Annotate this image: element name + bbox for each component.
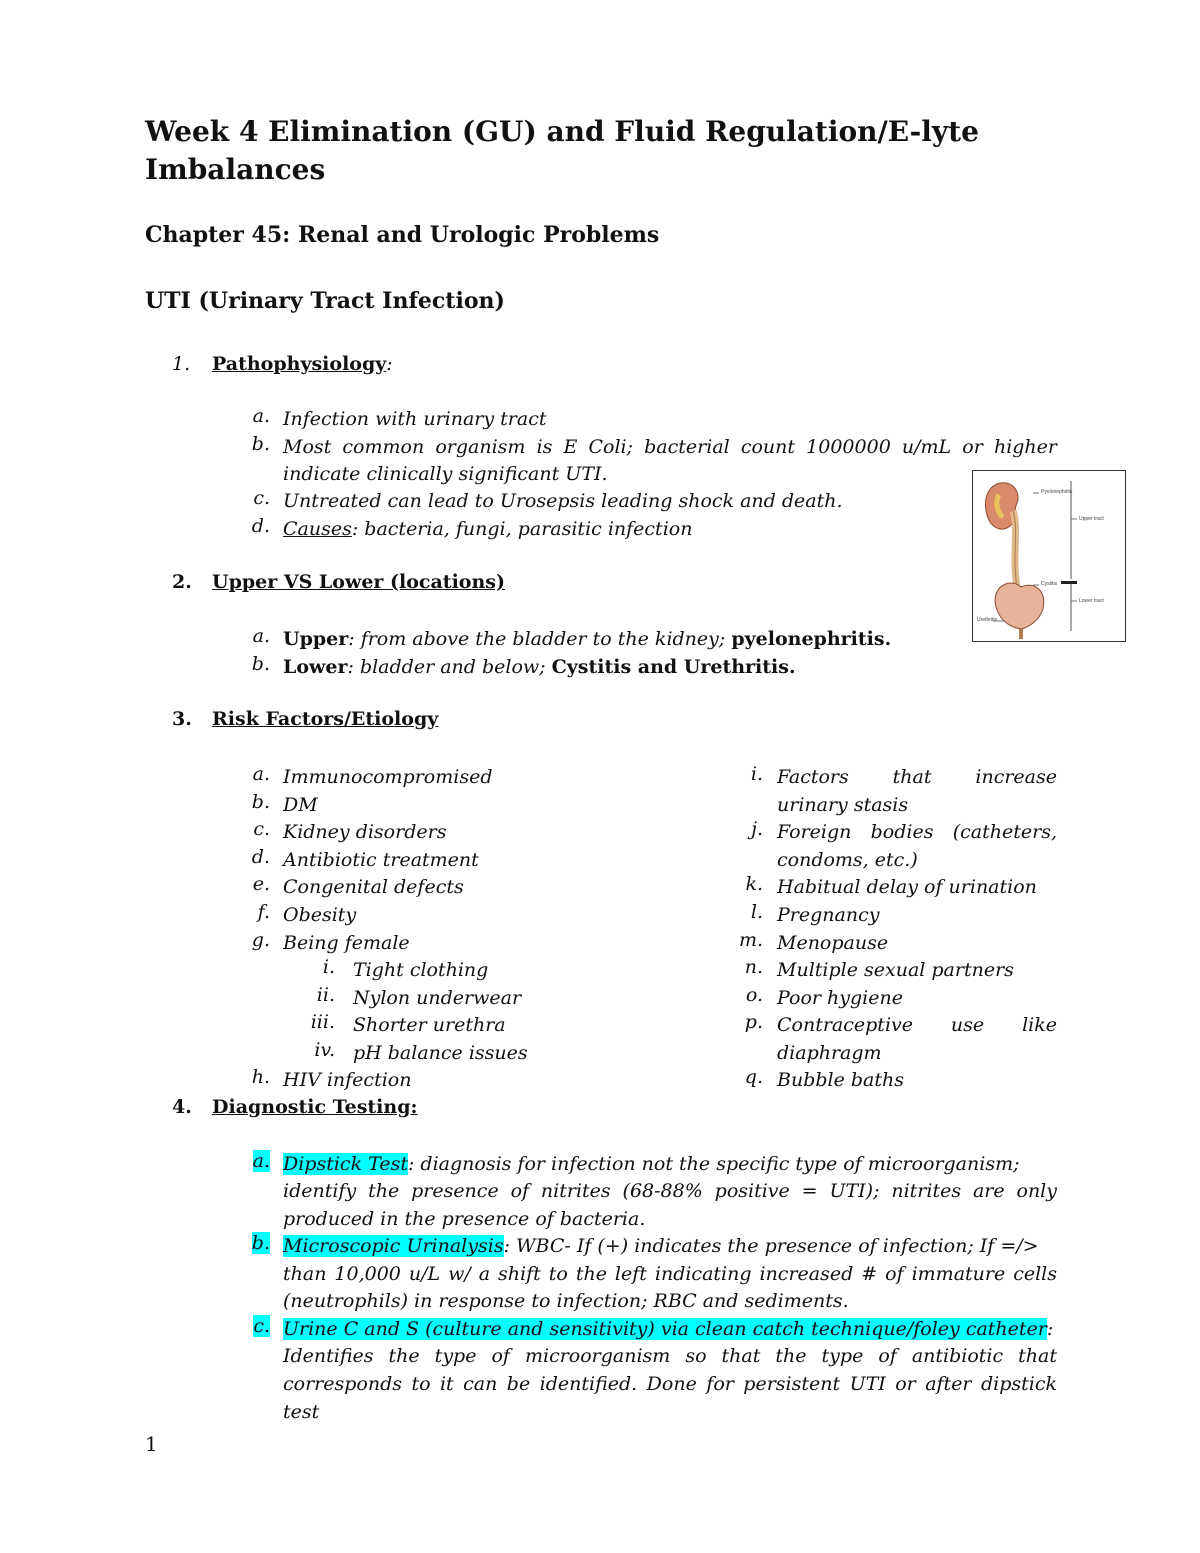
s3-marker-a: a. (252, 763, 270, 785)
s1-item-b-line-2: indicate clinically significant UTI. (283, 463, 608, 485)
s3-sub-marker-iv: iv. (314, 1039, 335, 1061)
section-2-number: 2. (172, 571, 192, 593)
s3-sub-i: Tight clothing (353, 959, 489, 981)
s2-marker-a: a. (252, 625, 270, 647)
section-1-heading (212, 353, 393, 375)
section-1-number: 1. (172, 353, 191, 375)
s3-right-p-line-2: diaphragm (777, 1042, 882, 1064)
s3-right-k: Habitual delay of urination (777, 876, 1037, 898)
s1-marker-c: c. (253, 487, 270, 509)
s3-marker-j: j. (751, 818, 763, 840)
section-1-colon: : (386, 353, 393, 375)
s3-sub-marker-iii: iii. (310, 1011, 335, 1033)
s3-marker-k: k. (745, 873, 763, 895)
s1-item-d-causes: Causes (283, 518, 352, 540)
s3-right-n: Multiple sexual partners (777, 959, 1014, 981)
s4-item-a-line-2: identify the presence of nitrites (68-88% positive = UTI); nitrites are only (283, 1180, 1057, 1202)
s3-right-j-line-2: condoms, etc.) (777, 849, 918, 871)
s1-marker-b: b. (251, 433, 270, 455)
s4-item-c-line-1 (283, 1315, 1053, 1343)
s4-marker-a (230, 1150, 270, 1172)
s4-item-b-text-1: : WBC- If (+) indicates the presence of infection; If =/> (503, 1235, 1039, 1257)
section-4-label: Diagnostic Testing: (212, 1096, 418, 1118)
section-3-label: Risk Factors/Etiology (212, 708, 439, 730)
s4-item-c-highlight: Urine C and S (culture and sensitivity) via clean catch technique/foley catheter (283, 1318, 1047, 1340)
s1-item-a: Infection with urinary tract (283, 408, 547, 430)
s4-marker-c-text: c. (253, 1315, 270, 1337)
page-title-line-1: Week 4 Elimination (GU) and Fluid Regulation/E-lyte (145, 115, 979, 148)
s3-left-e: Congenital defects (283, 876, 464, 898)
s2-item-b (283, 653, 796, 681)
s3-right-m: Menopause (777, 932, 889, 954)
s3-right-o: Poor hygiene (777, 987, 903, 1009)
s3-marker-d: d. (251, 846, 270, 868)
s4-item-c-line-3: corresponds to it can be identified. Done for persistent UTI or after dipstick test (283, 1373, 1057, 1423)
page-number: 1 (145, 1432, 158, 1456)
s3-marker-e: e. (252, 873, 270, 895)
s3-marker-i: i. (750, 763, 763, 785)
s3-sub-ii: Nylon underwear (353, 987, 522, 1009)
figure-label-2: Upper tract (1079, 516, 1104, 522)
s4-item-b-line-3: (neutrophils) in response to infection; RBC and sediments. (283, 1290, 849, 1312)
figure-label-3: Cystitis (1041, 581, 1058, 587)
s3-sub-iii: Shorter urethra (353, 1014, 506, 1036)
s3-right-q: Bubble baths (777, 1069, 904, 1091)
urinary-tract-figure (972, 470, 1126, 642)
s3-sub-iv: pH balance issues (353, 1042, 528, 1064)
s4-marker-a-text: a. (252, 1150, 270, 1172)
s3-right-j-line-1: Foreign bodies (catheters, (777, 821, 1057, 843)
s3-left-d: Antibiotic treatment (283, 849, 479, 871)
s3-marker-q: q. (744, 1066, 763, 1088)
figure-label-5: Urethritis (977, 617, 998, 623)
s3-marker-o: o. (745, 984, 763, 1006)
s1-item-c: Untreated can lead to Urosepsis leading shock and death. (283, 490, 843, 512)
s4-item-b-highlight: Microscopic Urinalysis (283, 1235, 504, 1257)
s3-marker-c: c. (253, 818, 270, 840)
s3-left-h: HIV infection (283, 1069, 412, 1091)
figure-label-4: Lower tract (1079, 598, 1104, 604)
s3-left-c: Kidney disorders (283, 821, 447, 843)
s3-marker-b: b. (251, 791, 270, 813)
s3-left-f: Obesity (283, 904, 357, 926)
s2-item-b-text: : bladder and below; (347, 656, 552, 678)
s3-left-g: Being female (283, 932, 410, 954)
s2-item-a (283, 625, 891, 653)
s4-item-b-line-1 (283, 1232, 1057, 1260)
section-1-label: Pathophysiology (212, 353, 387, 375)
s2-item-a-bold-2: pyelonephritis. (731, 628, 892, 650)
s1-item-d (283, 515, 692, 543)
s4-marker-b-text: b. (251, 1232, 270, 1254)
s3-left-a: Immunocompromised (283, 766, 493, 788)
s2-item-a-text: : from above the bladder to the kidney; (348, 628, 732, 650)
s4-item-a-line-1 (283, 1150, 1057, 1178)
s1-item-b-line-1: Most common organism is E Coli; bacterial count 1000000 u/mL or higher (283, 436, 1057, 458)
s3-right-l: Pregnancy (777, 904, 880, 926)
s2-item-a-bold-1: Upper (283, 628, 349, 650)
s4-item-b-line-2: than 10,000 u/L w/ a shift to the left indicating increased # of immature cells (283, 1263, 1057, 1285)
s1-marker-d: d. (251, 515, 270, 537)
s3-right-p-line-1: Contraceptive use like (777, 1014, 1057, 1036)
s3-right-i-line-1: Factors that increase (777, 766, 1057, 788)
figure-label-1: Pyelonephritis (1041, 489, 1073, 495)
section-4-number: 4. (172, 1096, 192, 1118)
s3-marker-l: l. (750, 901, 763, 923)
s4-item-c-line-2: Identifies the type of microorganism so that the type of antibiotic that (283, 1345, 1057, 1367)
section-3-number: 3. (172, 708, 192, 730)
s4-item-a-text-1: : diagnosis for infection not the specific type of microorganism; (407, 1153, 1020, 1175)
s1-item-d-text: : bacteria, fungi, parasitic infection (351, 518, 693, 540)
s4-item-a-line-3: produced in the presence of bacteria. (283, 1208, 646, 1230)
urinary-tract-illustration (973, 471, 1125, 641)
s3-marker-n: n. (744, 956, 763, 978)
section-2-label: Upper VS Lower (locations) (212, 571, 505, 593)
chapter-heading: Chapter 45: Renal and Urologic Problems (145, 222, 660, 248)
s2-item-b-bold-2: Cystitis and Urethritis. (551, 656, 796, 678)
topic-heading: UTI (Urinary Tract Infection) (145, 288, 505, 314)
s3-marker-p: p. (744, 1011, 763, 1033)
s3-marker-m: m. (738, 929, 763, 951)
s2-marker-b: b. (251, 653, 270, 675)
s3-sub-marker-i: i. (322, 956, 335, 978)
page-title-line-2: Imbalances (145, 153, 326, 186)
s4-marker-b (230, 1232, 270, 1254)
s3-left-b: DM (283, 794, 318, 816)
s3-marker-g: g. (251, 929, 270, 951)
s3-sub-marker-ii: ii. (316, 984, 335, 1006)
s3-marker-f: f. (257, 901, 270, 923)
s2-item-b-bold-1: Lower (283, 656, 348, 678)
s4-marker-c (230, 1315, 270, 1337)
s3-marker-h: h. (251, 1066, 270, 1088)
s3-right-i-line-2: urinary stasis (777, 794, 909, 816)
s1-marker-a: a. (252, 405, 270, 427)
s4-item-a-highlight: Dipstick Test (283, 1153, 408, 1175)
s4-item-c-text-1: : (1046, 1318, 1054, 1340)
